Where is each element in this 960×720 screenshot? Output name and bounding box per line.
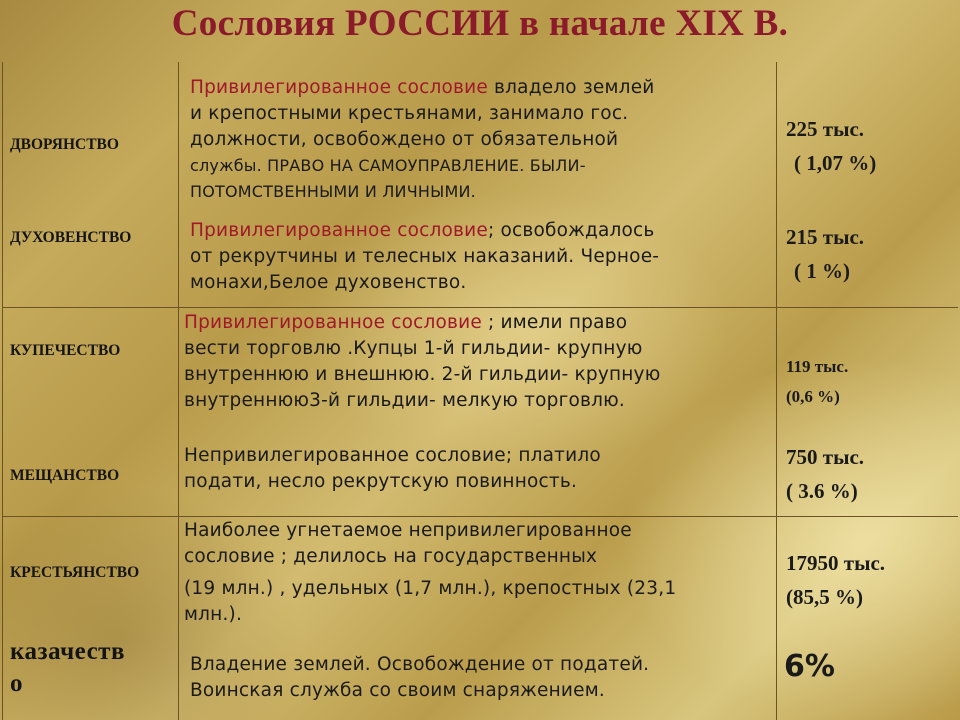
estate-percent: (0,6 %) <box>786 387 840 406</box>
estate-description: Привилегированное сословие ; имели право вести торговлю .Купцы 1-й гильдии- крупную внутреннюю и внешнюю. 2-й гильдии- крупную внутреннюю3-й гильдии- мелкую торговлю. <box>184 312 661 411</box>
estate-name: ДВОРЯНСТВО <box>10 136 119 153</box>
estate-percent: 6% <box>784 649 835 684</box>
estate-name: КУПЕЧЕСТВО <box>10 342 121 359</box>
estate-description: Непривилегированное сословие; платило подати, несло рекрутскую повинность. <box>184 445 601 492</box>
estate-description: Привилегированное сословие; освобождалось от рекрутчины и телесных наказаний. Черное- монахи,Белое духовенство. <box>190 220 660 293</box>
privileged-label: Привилегированное сословие <box>184 312 482 333</box>
estate-percent: ( 1,07 %) <box>794 151 877 175</box>
estate-name: КРЕСТЬЯНСТВО <box>10 564 140 581</box>
privileged-label: Привилегированное сословие <box>190 220 488 241</box>
estate-name: казачеств о <box>10 638 125 697</box>
privileged-label: Привилегированное сословие <box>190 77 488 98</box>
estate-name: ДУХОВЕНСТВО <box>10 229 132 246</box>
estate-count: 119 тыс. (0,6 %) <box>786 352 848 412</box>
estate-count: 215 тыс. ( 1 %) <box>786 220 864 288</box>
row-divider-2 <box>2 516 958 517</box>
table-left-border <box>2 62 3 720</box>
estate-description: Владение землей. Освобождение от податей. Воинская служба со своим снаряжением. <box>190 654 650 701</box>
estate-percent: ( 1 %) <box>794 259 850 283</box>
estate-name: МЕЩАНСТВО <box>10 467 120 484</box>
estate-count: 750 тыс. ( 3.6 %) <box>786 440 864 508</box>
estate-description: Наиболее угнетаемое непривилегированное сословие ; делилось на государственных (19 млн.) , удельных (1,7 млн.), крепостных (23,1 млн.). <box>184 520 677 625</box>
estate-count: 17950 тыс. (85,5 %) <box>786 546 885 614</box>
page-title: Сословия РОССИИ в начале XIX В. <box>171 3 789 44</box>
column-divider-count <box>776 62 777 720</box>
column-divider-estate <box>178 62 179 720</box>
estate-percent: (85,5 %) <box>786 585 863 609</box>
estate-description: Привилегированное сословие владело землей и крепостными крестьянами, занимало гос. должности, освобождено от обязательной службы. ПРАВО НА САМОУПРАВЛЕНИЕ. БЫЛИ- ПОТОМСТВЕННЫМИ И ЛИЧНЫМИ. <box>190 77 655 201</box>
row-divider-1 <box>2 307 958 308</box>
estate-percent: ( 3.6 %) <box>786 479 858 503</box>
estate-count: 225 тыс. ( 1,07 %) <box>786 112 876 180</box>
